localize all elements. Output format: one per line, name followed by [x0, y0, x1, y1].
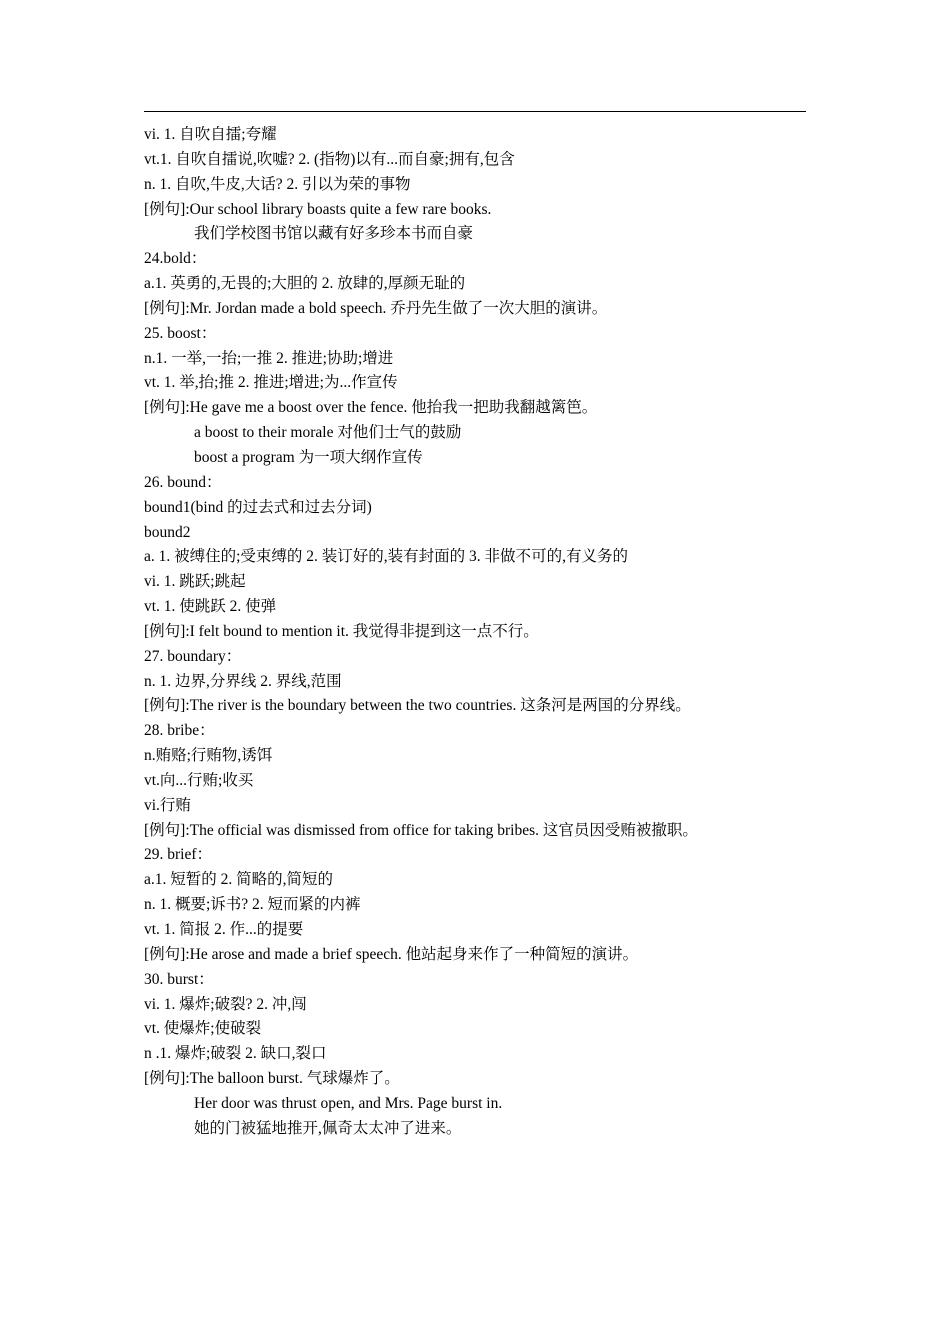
document-body [144, 123, 806, 1142]
entry-heading: 30. burst： [144, 970, 214, 988]
text-line: bound2 [144, 523, 191, 541]
example-line: [例句]:The river is the boundary between the two countries. 这条河是两国的分界线。 [144, 697, 691, 715]
example-line: [例句]:The official was dismissed from office for taking bribes. 这官员因受贿被撤职。 [144, 821, 698, 839]
text-line: vi. 1. 跳跃;跳起 [144, 573, 246, 591]
text-line: a. 1. 被缚住的;受束缚的 2. 装订好的,装有封面的 3. 非做不可的,有义务的 [144, 548, 628, 566]
example-line-indented: a boost to their morale 对他们士气的鼓励 [194, 424, 462, 442]
example-line-indented: boost a program 为一项大纲作宣传 [194, 448, 423, 466]
entry-heading: 25. boost： [144, 324, 217, 342]
entry-heading: 27. boundary： [144, 647, 242, 665]
text-line: vt.向...行贿;收买 [144, 771, 254, 789]
example-line: [例句]:The balloon burst. 气球爆炸了。 [144, 1070, 400, 1088]
text-line: vt.1. 自吹自擂说,吹嘘? 2. (指物)以有...而自豪;拥有,包含 [144, 150, 515, 168]
entry-heading: 26. bound： [144, 473, 222, 491]
example-line: [例句]:He gave me a boost over the fence. 他抬我一把助我翻越篱笆。 [144, 399, 598, 417]
example-line: [例句]:He arose and made a brief speech. 他站起身来作了一种简短的演讲。 [144, 945, 639, 963]
text-line: vi. 1. 爆炸;破裂? 2. 冲,闯 [144, 995, 307, 1013]
header-rule [144, 111, 806, 112]
example-translation-line: 她的门被猛地推开,佩奇太太冲了进来。 [194, 1119, 462, 1137]
text-line: vt. 1. 使跳跃 2. 使弹 [144, 598, 277, 616]
entry-heading: 24.bold： [144, 250, 207, 268]
example-line: [例句]:Mr. Jordan made a bold speech. 乔丹先生做了一次大胆的演讲。 [144, 299, 608, 317]
text-line: n. 1. 边界,分界线 2. 界线,范围 [144, 672, 342, 690]
text-line: a.1. 英勇的,无畏的;大胆的 2. 放肆的,厚颜无耻的 [144, 275, 466, 293]
example-line-indented: Her door was thrust open, and Mrs. Page burst in. [194, 1094, 503, 1112]
text-line: n. 1. 概要;诉书? 2. 短而紧的内裤 [144, 896, 361, 914]
text-line: vi. 1. 自吹自擂;夸耀 [144, 126, 277, 143]
text-line: bound1(bind 的过去式和过去分词) [144, 498, 372, 516]
text-line: n.贿赂;行贿物,诱饵 [144, 747, 273, 765]
text-line: vt. 1. 简报 2. 作...的提要 [144, 921, 304, 938]
example-line: [例句]:Our school library boasts quite a few rare books. [144, 200, 492, 218]
text-line: vt. 1. 举,抬;推 2. 推进;增进;为...作宣传 [144, 374, 398, 392]
text-line: a.1. 短暂的 2. 简略的,简短的 [144, 871, 334, 889]
text-line: vt. 使爆炸;使破裂 [144, 1020, 262, 1038]
text-line: vi.行贿 [144, 796, 191, 814]
entry-heading: 29. brief： [144, 846, 213, 864]
text-line: n. 1. 自吹,牛皮,大话? 2. 引以为荣的事物 [144, 175, 411, 193]
example-translation-line: 我们学校图书馆以藏有好多珍本书而自豪 [194, 225, 474, 243]
entry-heading: 28. bribe： [144, 722, 215, 740]
text-line: n.1. 一举,一抬;一推 2. 推进;协助;增进 [144, 349, 394, 367]
example-line: [例句]:I felt bound to mention it. 我觉得非提到这一点不行。 [144, 622, 539, 640]
text-line: n .1. 爆炸;破裂 2. 缺口,裂口 [144, 1045, 327, 1063]
